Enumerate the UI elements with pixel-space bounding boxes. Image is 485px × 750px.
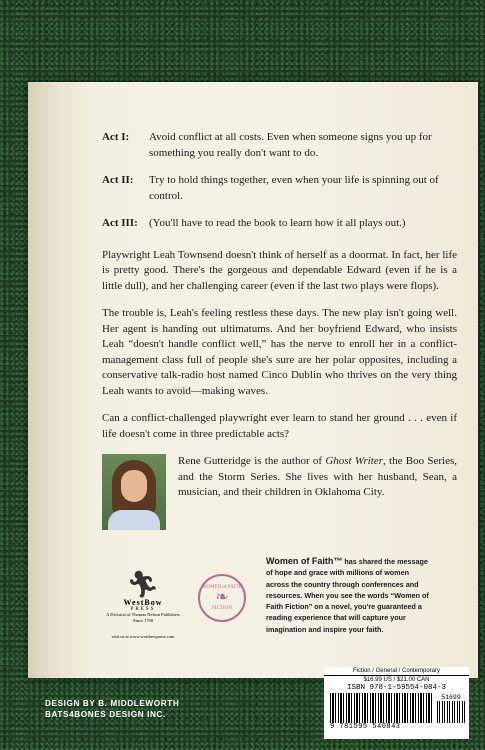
runner-icon: 🏃︎ bbox=[126, 570, 160, 599]
act-three bbox=[102, 216, 457, 232]
book-price: $16.99 US / $21.00 CAN bbox=[363, 677, 430, 683]
publisher-url: visit us at www.westbowpress.com bbox=[111, 634, 175, 639]
act-label: Act III: bbox=[102, 217, 138, 229]
publisher-press: PRESS bbox=[130, 607, 156, 612]
addon-barcode-icon bbox=[437, 701, 465, 723]
act-text: Avoid conflict at all costs. Even when someone signs you up for something you really don't want to do. bbox=[149, 131, 432, 159]
wof-brand: Women of Faith™ bbox=[266, 556, 343, 566]
act-text: Try to hold things together, even when your life is spinning out of control. bbox=[149, 174, 439, 202]
westbow-logo bbox=[102, 572, 184, 639]
author-book-title: Ghost Writer bbox=[325, 455, 383, 467]
blurb-paragraph: Can a conflict-challenged playwright ever learn to stand her ground . . . even if life doesn't come in three predictable acts? bbox=[102, 412, 457, 440]
act-two bbox=[102, 173, 457, 204]
barcode-digits: 9 781595 540843 bbox=[330, 723, 401, 731]
publisher-logos bbox=[102, 572, 252, 662]
design-credit bbox=[45, 698, 179, 720]
act-one bbox=[102, 130, 457, 161]
blurb-paragraph: Playwright Leah Townsend doesn't think of herself as a doormat. In fact, her life is pretty good. There's the gorgeous and dependable Edward (even if he is a little dull), and her challenging career (even if the last two plays were flops). bbox=[102, 248, 457, 292]
barcode-row bbox=[330, 693, 465, 723]
author-section bbox=[102, 454, 457, 530]
publisher-name: WestBow bbox=[123, 598, 163, 607]
act-label: Act II: bbox=[102, 174, 134, 186]
wof-logo-bottom: FICTION bbox=[212, 606, 232, 611]
dove-icon: ❧ bbox=[215, 589, 229, 606]
barcode-icon bbox=[330, 693, 433, 723]
publisher-since: Since 1798 bbox=[132, 618, 154, 623]
wof-logo-top: WOMEN of FAITH bbox=[201, 585, 243, 590]
credit-line: DESIGN BY B. MIDDLEWORTH bbox=[45, 699, 180, 708]
isbn-number: ISBN 978-1-59554-084-3 bbox=[346, 684, 447, 692]
wof-description: has shared the message of hope and grace with millions of women across the country through conferences and resources. When you see the words “Women of Faith Fiction” on a novel, you're guaranteed a reading experience that will capture your imagination and inspire your faith. bbox=[266, 557, 429, 634]
women-of-faith-blurb bbox=[266, 556, 434, 635]
barcode-box bbox=[324, 667, 469, 739]
publisher-division: A Division of Thomas Nelson Publishers bbox=[106, 612, 180, 617]
blurb-paragraph: The trouble is, Leah's feeling restless these days. The new play isn't going well. Her agent is handing out ultimatums. And her boyfriend Edward, who insists Leah “doesn't handle conflict well,” has the nerve to enroll her in a conflict-management class full of people she's sure are her polar opposites, including a conservative talk-radio host named Cinco Dublin who thrives on the very thing Leah wants to avoid—making waves. bbox=[102, 307, 457, 397]
author-bio-end: , the Boo Series, and the Storm Series. She lives with her husband, Sean, a musician, and their children in Oklahoma City. bbox=[178, 455, 457, 498]
women-of-faith-logo bbox=[198, 574, 246, 622]
book-category: Fiction / General / Contemporary bbox=[324, 667, 469, 676]
author-photo bbox=[102, 454, 166, 530]
act-text: (You'll have to read the book to learn how it all plays out.) bbox=[149, 217, 406, 229]
credit-line: BATS4BONES DESIGN INC. bbox=[45, 710, 166, 719]
blurb-content bbox=[102, 130, 457, 530]
author-bio-start: Rene Gutteridge is the author of bbox=[178, 455, 326, 467]
author-bio bbox=[178, 454, 457, 530]
act-label: Act I: bbox=[102, 131, 130, 143]
addon-number: 51699 bbox=[441, 694, 461, 701]
barcode-addon bbox=[437, 694, 465, 723]
